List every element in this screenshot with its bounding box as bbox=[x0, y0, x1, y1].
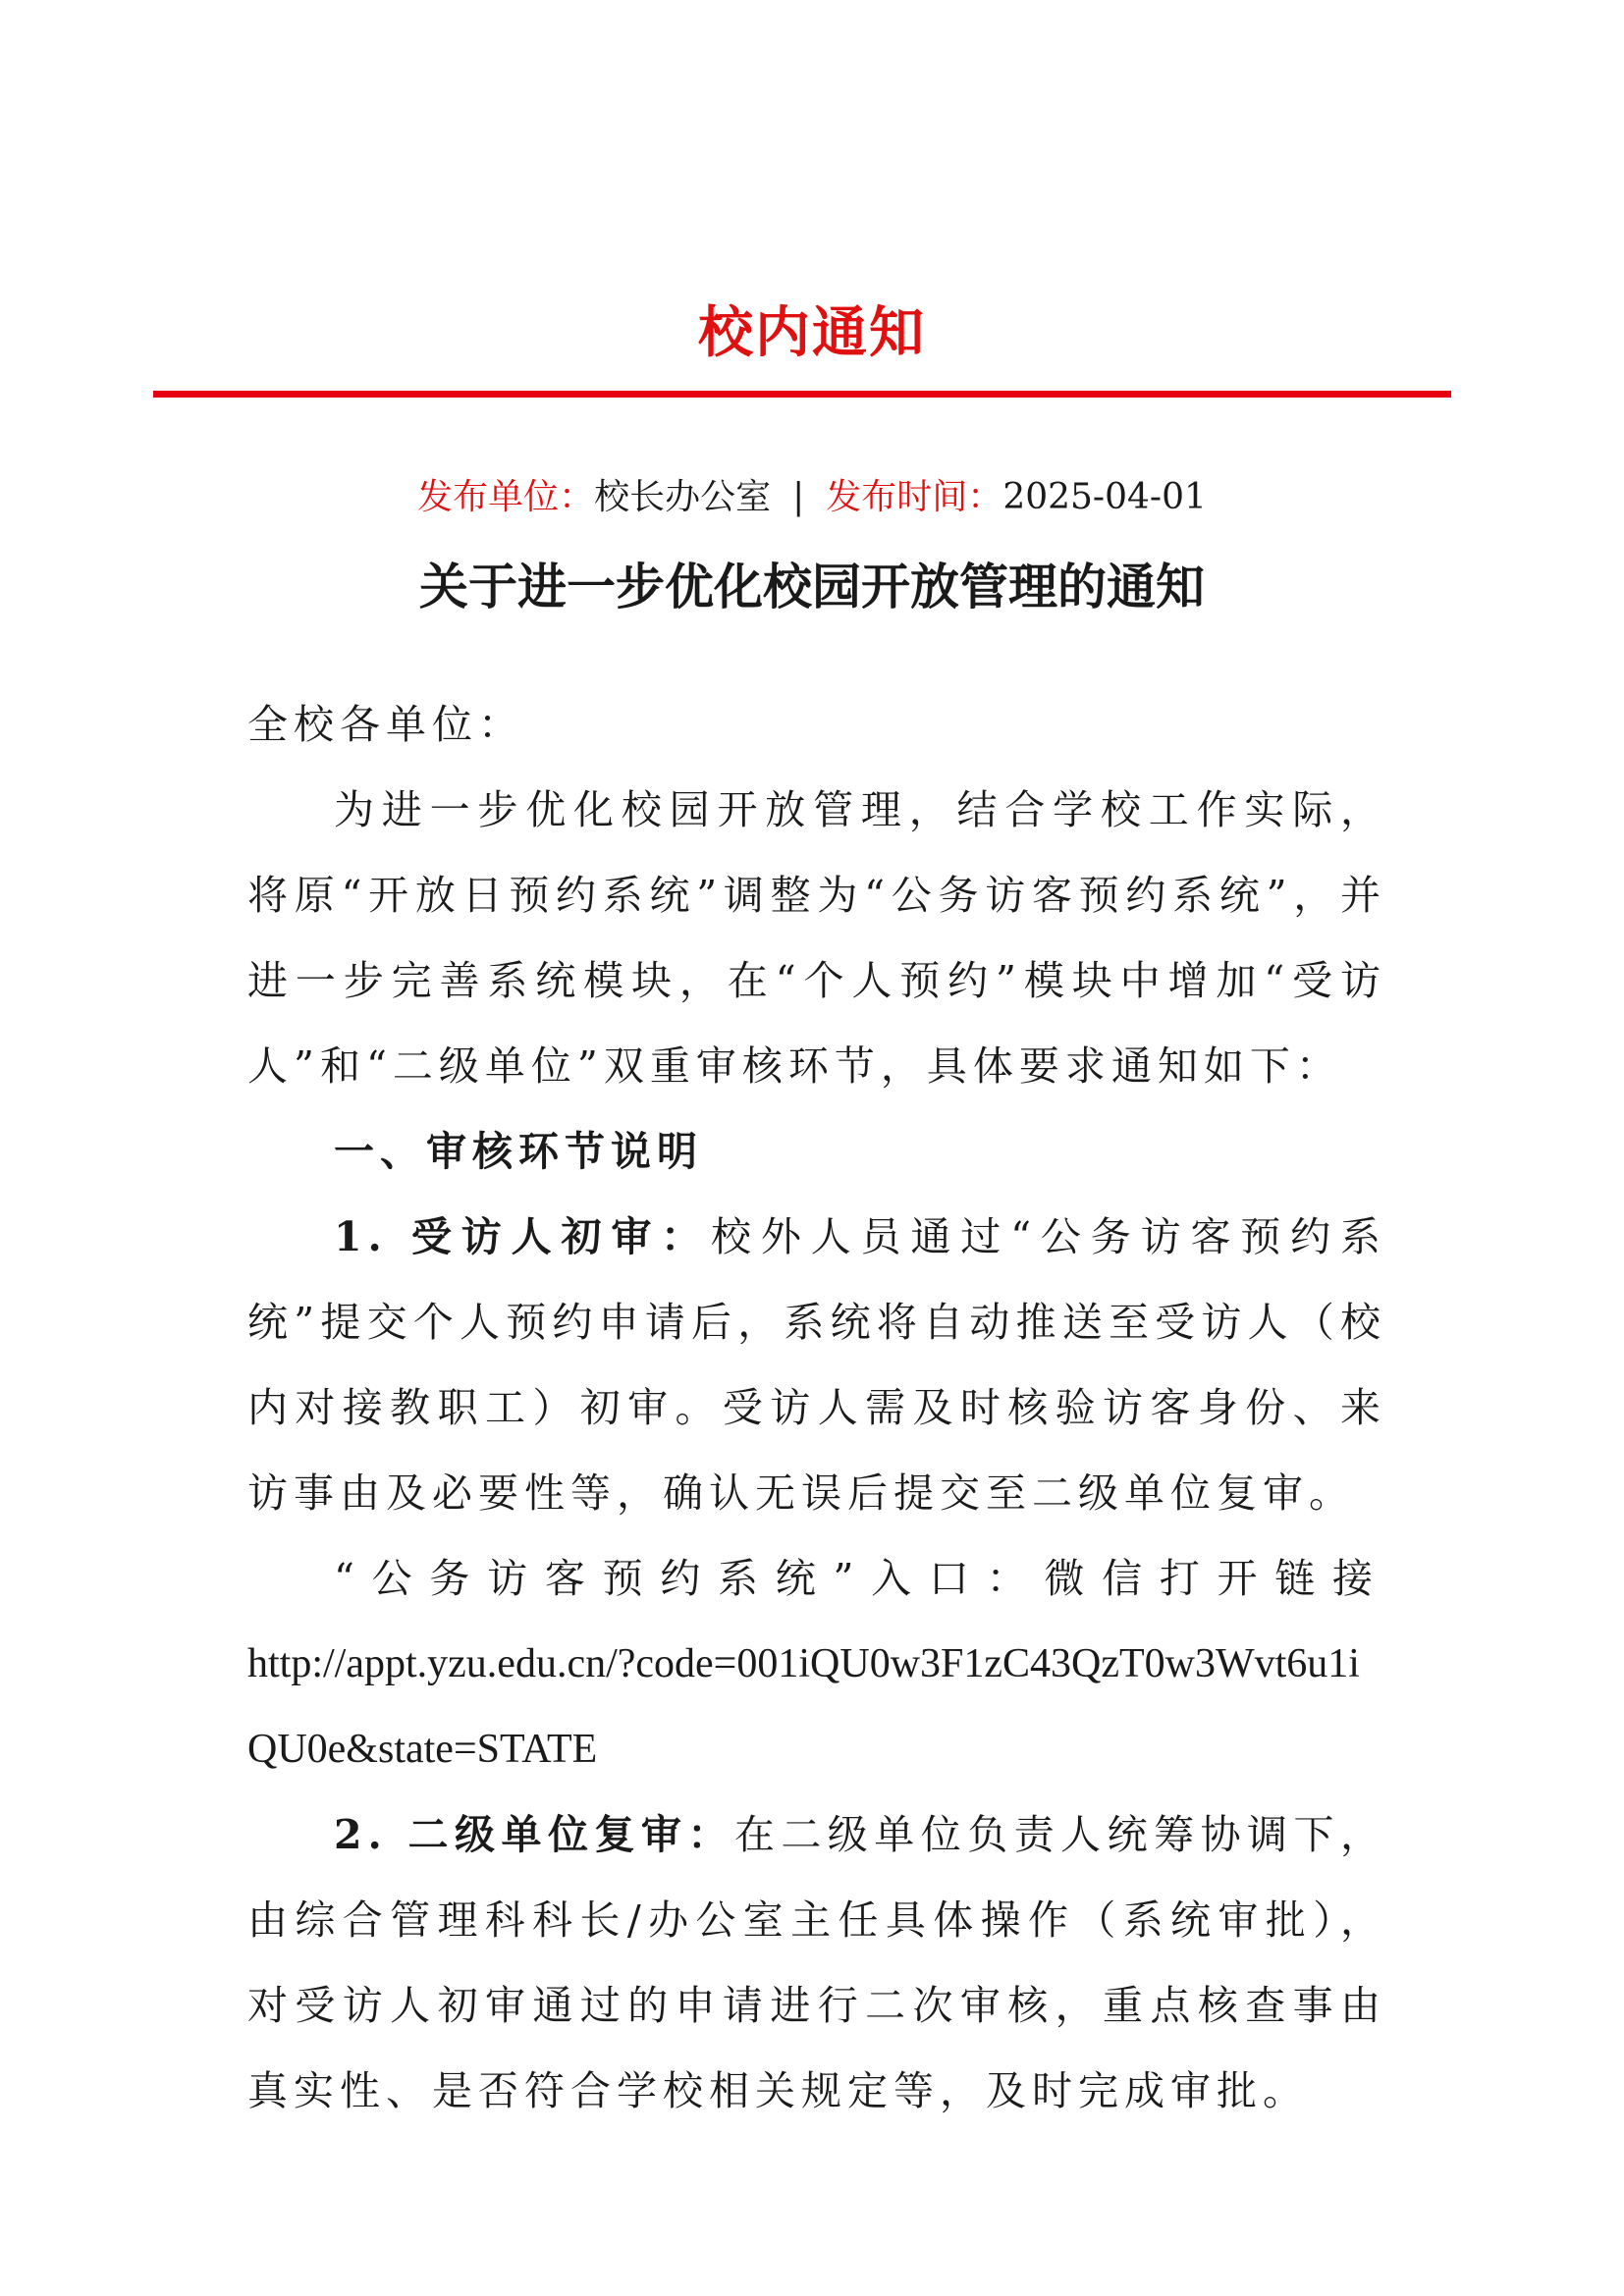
publisher-value: 校长办公室 bbox=[594, 477, 772, 517]
publish-time-value: 2025-04-01 bbox=[1002, 477, 1207, 517]
system-entry-link[interactable]: http://appt.yzu.edu.cn/?code=001iQU0w3F1zC43QzT0w3Wvt6u1iQU0e&state=STATE bbox=[247, 1641, 1360, 1772]
item-1-label: 1. 受访人初审： bbox=[334, 1213, 712, 1260]
item-1-paragraph bbox=[247, 1195, 1386, 1536]
document-body bbox=[247, 682, 1386, 2134]
red-divider bbox=[153, 391, 1451, 398]
publish-time-label: 发布时间： bbox=[826, 477, 1003, 517]
item-2-label: 2. 二级单位复审： bbox=[334, 1811, 734, 1858]
salutation: 全校各单位： bbox=[247, 701, 524, 748]
item-1-text: 校外人员通过“公务访客预约系统”提交个人预约申请后，系统将自动推送至受访人（校内对接教职工）初审。受访人需及时核验访客身份、来访事由及必要性等，确认无误后提交至二级单位复审。 bbox=[247, 1213, 1386, 1517]
section-heading: 一、审核环节说明 bbox=[334, 1128, 703, 1175]
system-entry-line: “公务访客预约系统”入口：微信打开链接 bbox=[334, 1555, 1386, 1602]
intro-paragraph: 为进一步优化校园开放管理，结合学校工作实际，将原“开放日预约系统”调整为“公务访客预约系统”，并进一步完善系统模块，在“个人预约”模块中增加“受访人”和“二级单位”双重审核环节，具体要求通知如下： bbox=[247, 786, 1386, 1090]
document-title: 关于进一步优化校园开放管理的通知 bbox=[419, 559, 1205, 615]
meta-separator: | bbox=[792, 477, 805, 517]
item-2-paragraph bbox=[247, 1792, 1386, 2134]
notice-type-title: 校内通知 bbox=[698, 301, 926, 365]
publisher-label: 发布单位： bbox=[417, 477, 595, 517]
publish-meta bbox=[0, 469, 1624, 519]
item-2-text: 在二级单位负责人统筹协调下，由综合管理科科长/办公室主任具体操作（系统审批），对受访人初审通过的申请进行二次审核，重点核查事由真实性、是否符合学校相关规定等，及时完成审批。 bbox=[247, 1811, 1387, 2114]
